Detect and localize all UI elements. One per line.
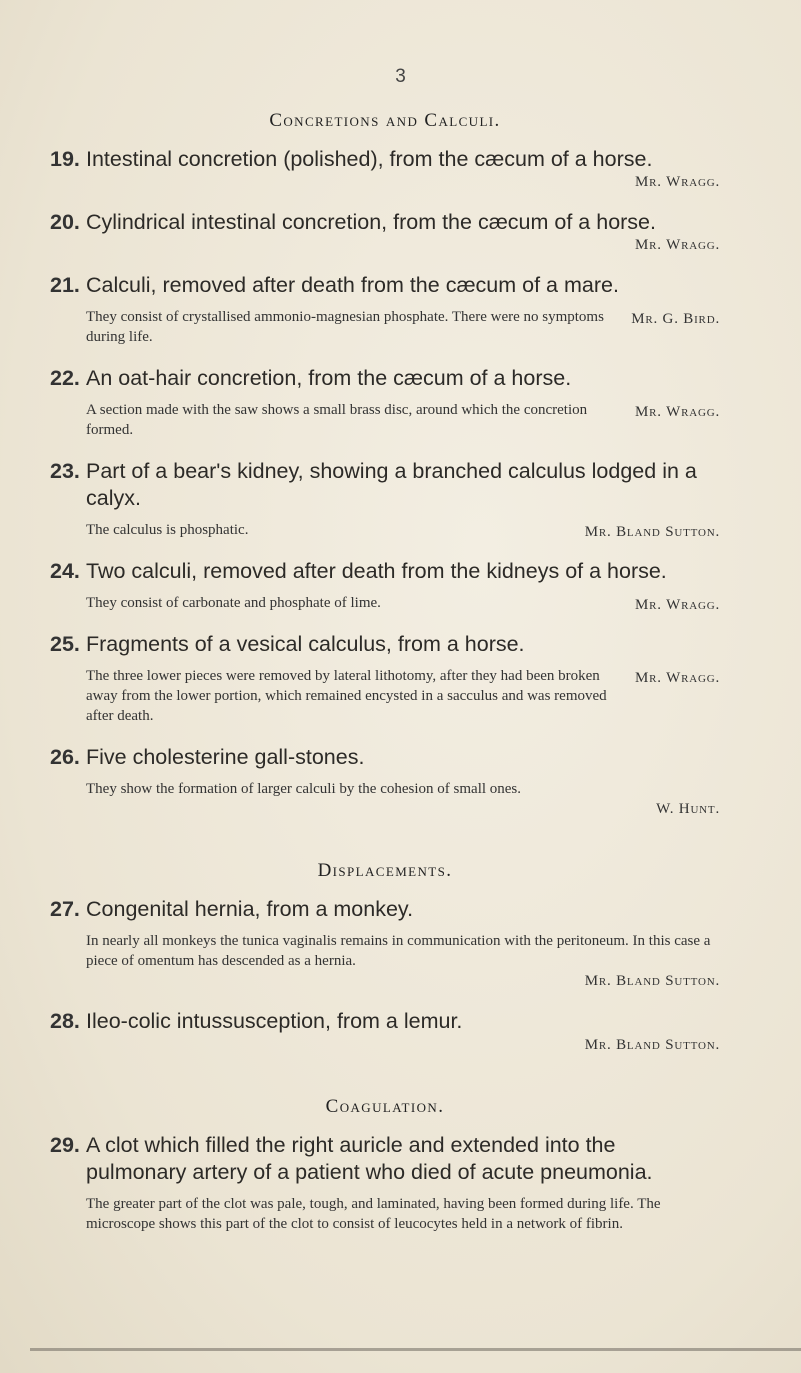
catalogue-entry: [50, 458, 720, 540]
entry-donor: Mr. Wragg.: [635, 174, 720, 190]
entry-title: Intestinal concretion (polished), from the cæcum of a horse.: [86, 147, 653, 171]
catalogue-entry: [50, 744, 720, 818]
catalogue-entry: [50, 896, 720, 990]
catalogue-entry: [50, 272, 720, 347]
entry-title: Calculi, removed after death from the cæcum of a mare.: [86, 273, 619, 297]
entry-number: 28.: [50, 1009, 80, 1033]
entry-title: Ileo-colic intussusception, from a lemur.: [86, 1009, 463, 1033]
entry-note: Mr. Wragg. The three lower pieces were removed by lateral lithotomy, after they had been broken away from the lower portion, which remained encysted in a sacculus and was removed after death.: [86, 668, 720, 724]
entry-number: 27.: [50, 897, 80, 921]
entry-donor: Mr. Bland Sutton.: [584, 973, 720, 989]
entry-number: 22.: [50, 366, 80, 390]
entry-note: Mr. Bland Sutton. The calculus is phosphatic.: [86, 522, 720, 540]
entry-number: 25.: [50, 632, 80, 656]
catalogue-entry: [50, 631, 720, 726]
entry-note: Mr. Wragg. A section made with the saw shows a small brass disc, around which the concretion formed.: [86, 402, 720, 438]
catalogue-entry: [50, 1008, 720, 1054]
entry-number: 21.: [50, 273, 80, 297]
entry-number: 24.: [50, 559, 80, 583]
page-number: 3: [395, 66, 406, 87]
entry-donor: W. Hunt.: [656, 801, 720, 817]
catalogue-content: [50, 110, 720, 1252]
catalogue-entry: [50, 209, 720, 254]
entry-number: 19.: [50, 147, 80, 171]
entry-donor: Mr. Bland Sutton.: [584, 1037, 720, 1053]
entry-number: 23.: [50, 459, 80, 483]
catalogue-entry: [50, 558, 720, 613]
entry-title: A clot which filled the right auricle and extended into the pulmonary artery of a patient who died of acute pneumonia.: [86, 1133, 653, 1184]
entry-note: In nearly all monkeys the tunica vaginalis remains in communication with the peritoneum. In this case a piece of omentum has descended as a hernia.: [86, 933, 711, 969]
entry-donor: Mr. Wragg.: [635, 597, 720, 613]
entry-number: 26.: [50, 745, 80, 769]
entry-note: Mr. G. Bird. They consist of crystallised ammonio-magnesian phosphate. There were no symptoms during life.: [86, 309, 720, 345]
catalogue-entry: [50, 365, 720, 440]
entry-title: Fragments of a vesical calculus, from a horse.: [86, 632, 525, 656]
entry-donor: Mr. Bland Sutton.: [584, 524, 720, 540]
entry-note: They show the formation of larger calculi by the cohesion of small ones.: [86, 781, 522, 797]
entry-donor: Mr. Wragg.: [635, 670, 720, 686]
entry-donor: Mr. G. Bird.: [631, 311, 720, 327]
entry-number: 29.: [50, 1133, 80, 1157]
bottom-page-edge: [30, 1348, 801, 1351]
section-heading-displacements: Displacements.: [317, 860, 453, 881]
entry-note: The greater part of the clot was pale, tough, and laminated, having been formed during life. The microscope shows this part of the clot to consist of leucocytes held in a network of fibrin.: [86, 1196, 661, 1232]
entry-title: An oat-hair concretion, from the cæcum of a horse.: [86, 366, 572, 390]
catalogue-entry: [50, 146, 720, 191]
entry-title: Congenital hernia, from a monkey.: [86, 897, 414, 921]
entry-title: Cylindrical intestinal concretion, from the cæcum of a horse.: [86, 210, 656, 234]
section-heading-coagulation: Coagulation.: [325, 1096, 445, 1117]
entry-number: 20.: [50, 210, 80, 234]
entry-note: Mr. Wragg. They consist of carbonate and phosphate of lime.: [86, 595, 720, 613]
entry-title: Two calculi, removed after death from the kidneys of a horse.: [86, 559, 667, 583]
catalogue-entry: [50, 1132, 720, 1234]
section-heading-concretions: Concretions and Calculi.: [269, 110, 501, 131]
entry-title: Part of a bear's kidney, showing a branched calculus lodged in a calyx.: [86, 459, 697, 510]
entry-donor: Mr. Wragg.: [635, 237, 720, 253]
entry-donor: Mr. Wragg.: [635, 404, 720, 420]
entry-title: Five cholesterine gall-stones.: [86, 745, 365, 769]
